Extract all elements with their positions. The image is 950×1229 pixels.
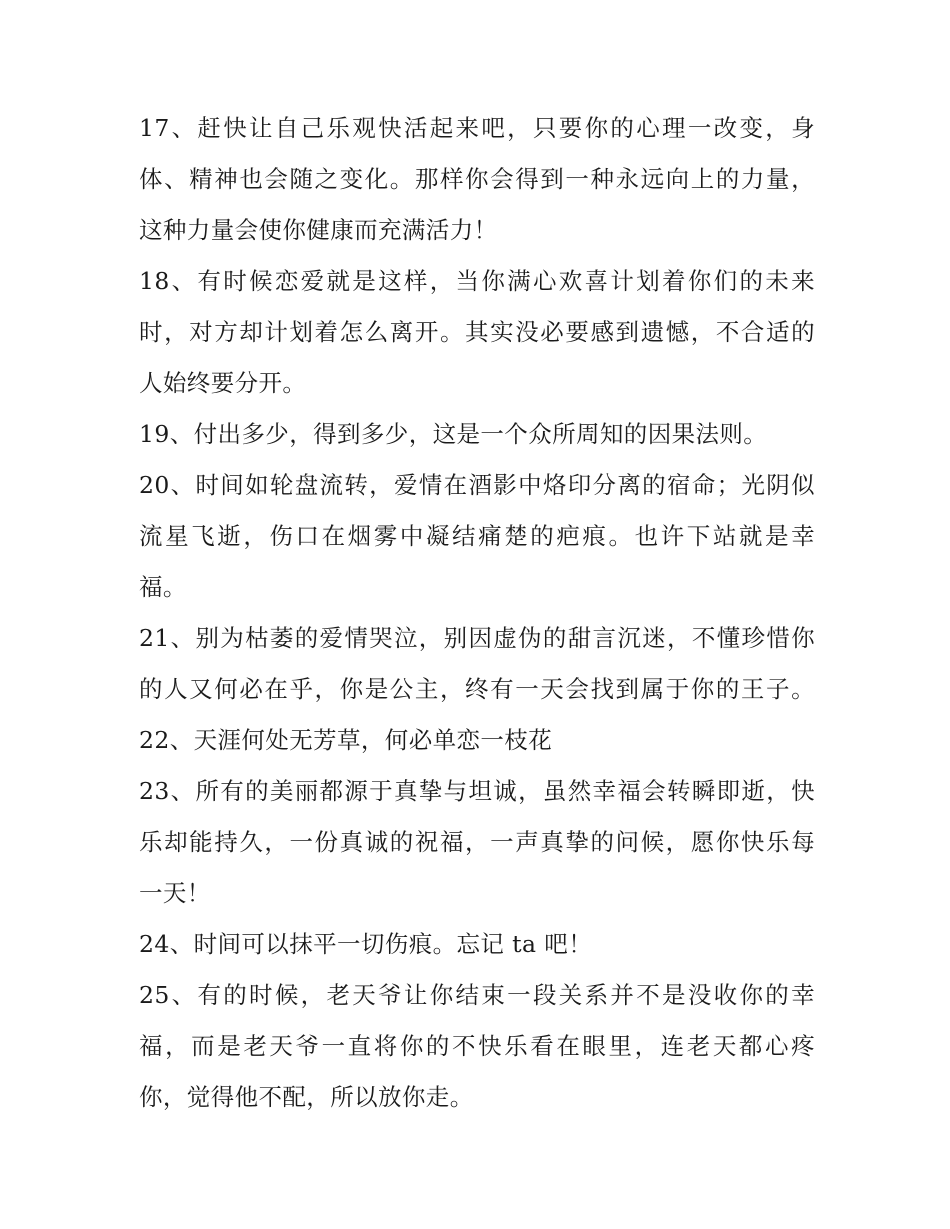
text-line: 流星飞逝，伤口在烟雾中凝结痛楚的疤痕。也许下站就是幸 <box>139 522 815 550</box>
text-line: 乐却能持久，一份真诚的祝福，一声真挚的问候，愿你快乐每 <box>139 828 815 856</box>
text-line: 20、时间如轮盘流转，爱情在酒影中烙印分离的宿命；光阴似 <box>139 471 815 499</box>
text-line: 福，而是老天爷一直将你的不快乐看在眼里，连老天都心疼 <box>139 1032 815 1060</box>
text-line: 体、精神也会随之变化。那样你会得到一种永远向上的力量， <box>139 165 815 193</box>
text-line: 25、有的时候，老天爷让你结束一段关系并不是没收你的幸 <box>139 981 815 1009</box>
text-line: 你，觉得他不配，所以放你走。 <box>139 1083 474 1111</box>
text-line: 17、赶快让自己乐观快活起来吧，只要你的心理一改变，身 <box>139 114 815 142</box>
text-line: 福。 <box>139 573 187 601</box>
text-line: 一天！ <box>139 879 211 907</box>
text-line: 19、付出多少，得到多少，这是一个众所周知的因果法则。 <box>139 420 768 448</box>
text-line: 24、时间可以抹平一切伤痕。忘记 ta 吧！ <box>139 930 593 958</box>
document-body <box>139 103 815 1123</box>
text-line: 18、有时候恋爱就是这样，当你满心欢喜计划着你们的未来 <box>139 267 815 295</box>
text-line: 人始终要分开。 <box>139 369 307 397</box>
text-line: 的人又何必在乎，你是公主，终有一天会找到属于你的王子。 <box>139 675 815 703</box>
text-line: 时，对方却计划着怎么离开。其实没必要感到遗憾，不合适的 <box>139 318 815 346</box>
text-line: 23、所有的美丽都源于真挚与坦诚，虽然幸福会转瞬即逝，快 <box>139 777 815 805</box>
text-line: 这种力量会使你健康而充满活力！ <box>139 216 498 244</box>
text-line: 21、别为枯萎的爱情哭泣，别因虚伪的甜言沉迷，不懂珍惜你 <box>139 624 815 652</box>
text-line: 22、天涯何处无芳草，何必单恋一枝花 <box>139 726 553 754</box>
